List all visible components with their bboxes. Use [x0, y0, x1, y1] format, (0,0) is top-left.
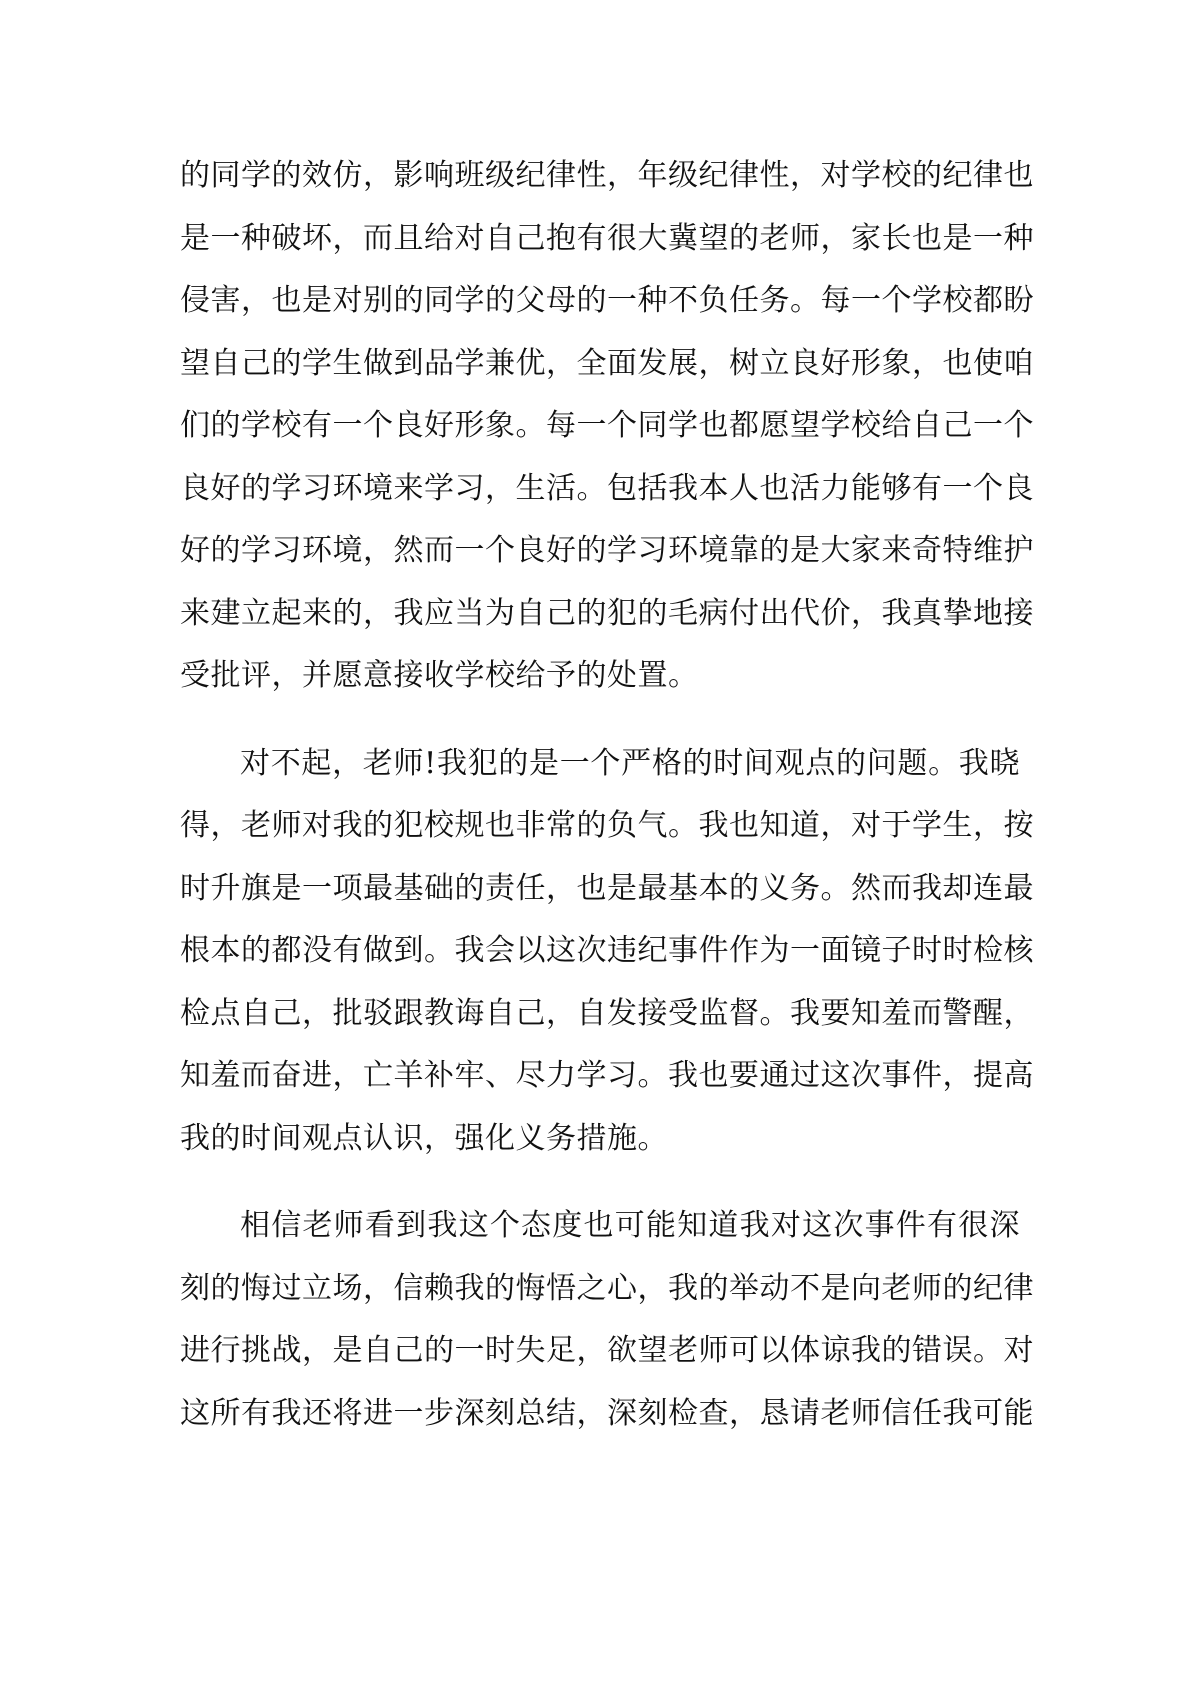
paragraph-1 — [180, 145, 1034, 708]
text-line: 受批评，并愿意接收学校给予的处置。 — [180, 658, 699, 693]
text-line: 好的学习环境，然而一个良好的学习环境靠的是大家来奇特维护 — [180, 533, 1034, 568]
text-line: 我的时间观点认识，强化义务措施。 — [180, 1120, 668, 1156]
text-line: 知羞而奋进，亡羊补牢、尽力学习。我也要通过这次事件，提高 — [180, 1058, 1034, 1093]
text-line: 的同学的效仿，影响班级纪律性，年级纪律性，对学校的纪律也 — [180, 158, 1034, 193]
paragraph-2 — [180, 733, 1034, 1171]
text-line: 们的学校有一个良好形象。每一个同学也都愿望学校给自己一个 — [180, 408, 1034, 443]
text-line: 检点自己，批驳跟教诲自己，自发接受监督。我要知羞而警醒， — [180, 995, 1034, 1031]
text-line: 这所有我还将进一步深刻总结，深刻检查，恳请老师信任我可能 — [180, 1395, 1034, 1431]
text-line: 望自己的学生做到品学兼优，全面发展，树立良好形象，也使咱 — [180, 345, 1034, 381]
text-line: 对不起，老师!我犯的是一个严格的时间观点的问题。我晓 — [240, 745, 1020, 781]
text-line: 根本的都没有做到。我会以这次违纪事件作为一面镜子时时检核 — [180, 933, 1034, 968]
paragraph-3 — [180, 1195, 1034, 1445]
document-body — [180, 145, 1034, 1445]
text-line: 时升旗是一项最基础的责任，也是最基本的义务。然而我却连最 — [180, 870, 1034, 906]
text-line: 得，老师对我的犯校规也非常的负气。我也知道，对于学生，按 — [180, 808, 1034, 843]
text-line: 来建立起来的，我应当为自己的犯的毛病付出代价，我真挚地接 — [180, 595, 1034, 631]
text-line: 侵害，也是对别的同学的父母的一种不负任务。每一个学校都盼 — [180, 283, 1034, 318]
text-line: 进行挑战，是自己的一时失足，欲望老师可以体谅我的错误。对 — [180, 1333, 1034, 1368]
text-line: 是一种破坏，而且给对自己抱有很大冀望的老师，家长也是一种 — [180, 220, 1034, 256]
text-line: 良好的学习环境来学习，生活。包括我本人也活力能够有一个良 — [180, 470, 1034, 506]
text-line: 相信老师看到我这个态度也可能知道我对这次事件有很深 — [240, 1208, 1020, 1243]
text-line: 刻的悔过立场，信赖我的悔悟之心，我的举动不是向老师的纪律 — [180, 1270, 1034, 1306]
